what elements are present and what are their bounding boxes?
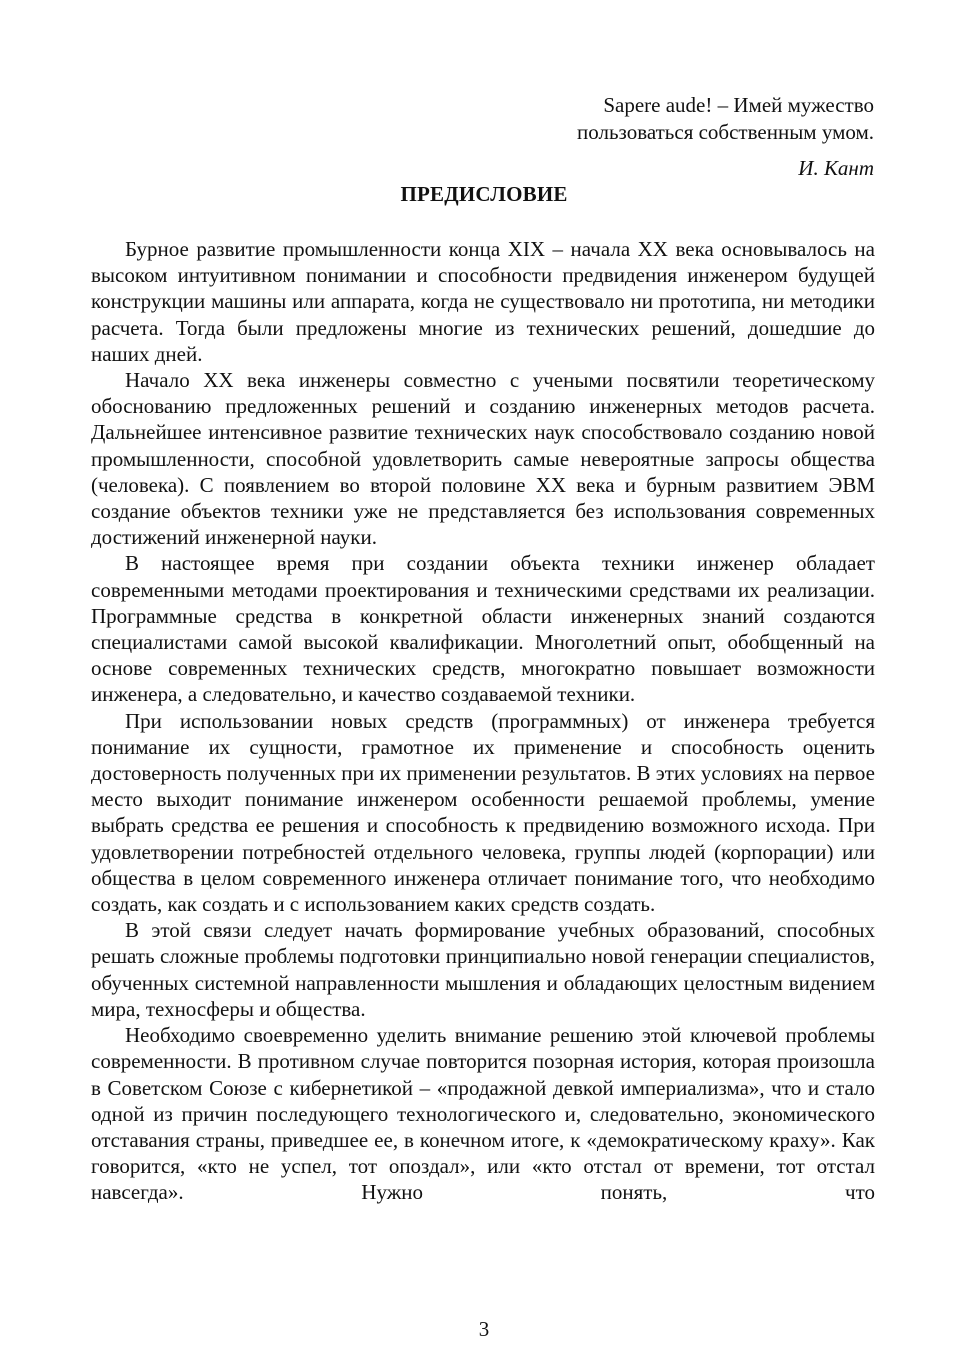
paragraph-3: В настоящее время при создании объекта техники инженер обладает современными методами проектирования и техническими средствами их реализации. Программные средства в конкретной области инженерных знаний создаются специалистами самой высокой квалификации. Многолетний опыт, обобщенный на основе современных технических средств, многократно повышает возможности инженера, а следовательно, и качество создаваемой техники. — [91, 551, 875, 707]
epigraph — [577, 92, 874, 182]
paragraph-1: Бурное развитие промышленности конца XIX – начала XX века основывалось на высоком интуитивном понимании и способности предвидения инженером будущей конструкции машины или аппарата, когда не существовало ни прототипа, ни методики расчета. Тогда были предложены многие из технических решений, дошедшие до наших дней. — [91, 237, 875, 366]
epigraph-author: И. Кант — [798, 156, 874, 180]
page-number: 3 — [478, 1317, 490, 1341]
section-title: ПРЕДИСЛОВИЕ — [400, 182, 568, 206]
epigraph-quote-line-1: Sapere aude! – Имей мужество — [603, 93, 874, 117]
paragraph-4: При использовании новых средств (программных) от инженера требуется понимание их сущности, грамотное их применение и способность оценить достоверность полученных при их применении результатов. В этих условиях на первое место выходит понимание инженером особенности решаемой проблемы, умение выбрать средства ее решения и способность к предвидению возможного исхода. При удовлетворении потребностей отдельного человека, группы людей (корпорации) или общества в целом современного инженера отличает понимание того, что необходимо создать, как создать и с использованием каких средств создать. — [91, 708, 875, 917]
paragraph-2: Начало XX века инженеры совместно с учеными посвятили теоретическому обоснованию предложенных решений и созданию инженерных методов расчета. Дальнейшее интенсивное развитие технических наук способствовало созданию новой промышленности, способной удовлетворить самые невероятные запросы общества (человека). С появлением во второй половине XX века и бурным развитием ЭВМ создание объектов техники уже не представляется без использования современных достижений инженерной науки. — [91, 368, 875, 550]
body-text — [91, 236, 875, 1206]
paragraph-6: Необходимо своевременно уделить внимание решению этой ключевой проблемы современности. В противном случае повторится позорная история, которая произошла в Советском Союзе с кибернетикой – «продажной девкой империализма», что и стало одной из причин последующего технологического и, следовательно, экономического отставания страны, приведшее ее, в конечном итоге, к «демократическому краху». Как говорится, «кто не успел, тот опоздал», или «кто отстал от времени, тот отстал навсегда». Нужно понять, что — [91, 1023, 875, 1205]
paragraph-5: В этой связи следует начать формирование учебных образований, способных решать сложные проблемы подготовки принципиально новой генерации специалистов, обученных системной направленности мышления и обладающих целостным видением мира, техносферы и общества. — [91, 918, 875, 1021]
epigraph-quote-line-2: пользоваться собственным умом. — [577, 120, 874, 144]
